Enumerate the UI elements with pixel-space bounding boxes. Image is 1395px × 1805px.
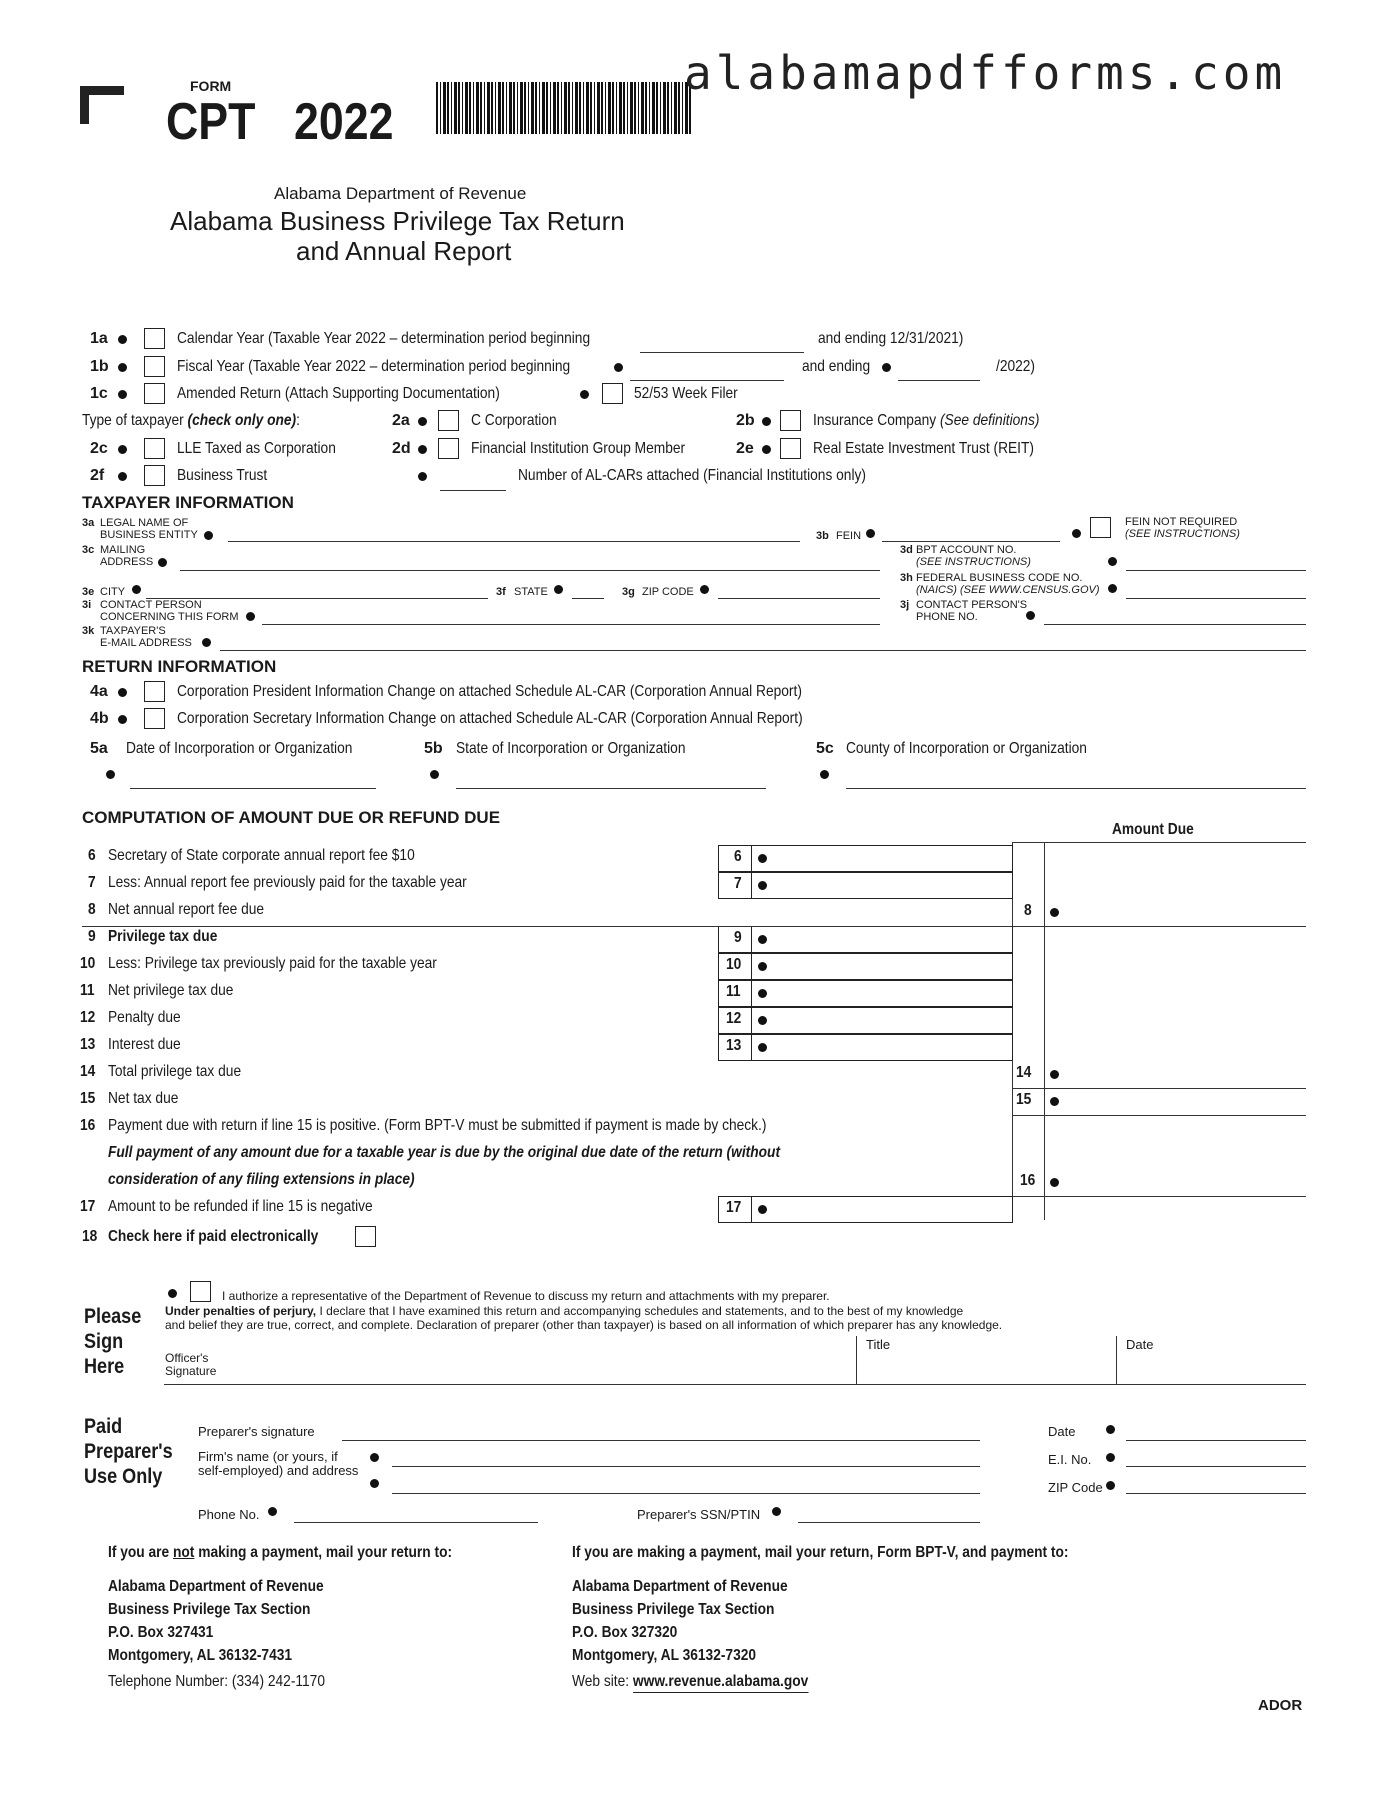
mailing-address-field[interactable]: [180, 570, 880, 571]
required-bullet: [700, 585, 709, 594]
preparer-ssn-label: Preparer's SSN/PTIN: [637, 1507, 761, 1522]
required-bullet: [882, 363, 891, 372]
required-bullet: [106, 770, 115, 779]
president-change-checkbox[interactable]: [144, 681, 165, 702]
taxpayer-type-intro: Type of taxpayer (check only one):: [82, 412, 300, 429]
line-18-number: 18: [82, 1228, 98, 1245]
line-7-box-number: 7: [734, 875, 742, 892]
required-bullet: [554, 585, 563, 594]
leader-dots: [0, 1036, 712, 1056]
line-2f-number: 2f: [90, 467, 105, 484]
line-16-bold-2: consideration of any filing extensions in place): [108, 1171, 415, 1188]
line-6-number: 6: [88, 847, 96, 864]
alcar-count-field[interactable]: [440, 490, 506, 491]
line-17-label: Amount to be refunded if line 15 is negative: [108, 1198, 373, 1215]
state-field[interactable]: [572, 598, 604, 599]
paid-electronically-checkbox[interactable]: [355, 1226, 376, 1247]
bpt-account-field[interactable]: [1126, 570, 1306, 571]
calendar-year-checkbox[interactable]: [144, 328, 165, 349]
naics-field[interactable]: [1126, 598, 1306, 599]
date-divider: [1116, 1336, 1117, 1384]
line-16-number: 16: [80, 1117, 96, 1134]
incorp-state-label: State of Incorporation or Organization: [456, 740, 686, 757]
line-1a-label: Calendar Year (Taxable Year 2022 – determination period beginning: [177, 330, 591, 347]
incorp-state-field[interactable]: [456, 788, 766, 789]
line-12-label: Penalty due: [108, 1009, 181, 1026]
contact-phone-field[interactable]: [1044, 624, 1306, 625]
required-bullet: [118, 363, 127, 372]
amount-due-header: Amount Due: [1112, 821, 1194, 838]
no-payment-heading: If you are not making a payment, mail your return to:: [108, 1544, 453, 1561]
firm-name-label: Firm's name (or yours, if self-employed) and address: [198, 1449, 359, 1478]
line-9-label: Privilege tax due: [108, 928, 218, 945]
preparer-date-label: Date: [1048, 1424, 1076, 1439]
reit-checkbox[interactable]: [780, 438, 801, 459]
required-bullet: [758, 989, 767, 998]
c-corporation-checkbox[interactable]: [438, 410, 459, 431]
line-3c-number: 3c: [82, 544, 95, 556]
incorp-date-field[interactable]: [130, 788, 376, 789]
required-bullet: [1072, 529, 1081, 538]
please-sign-here: Please Sign Here: [84, 1305, 142, 1378]
line-15-box-number: 15: [1016, 1091, 1032, 1108]
line-8-label: Net annual report fee due: [108, 901, 265, 918]
line-15-label: Net tax due: [108, 1090, 179, 1107]
website-line: Web site: www.revenue.alabama.gov: [572, 1673, 808, 1691]
line-3k-label: TAXPAYER'S E-MAIL ADDRESS: [100, 625, 192, 649]
line-11-number: 11: [80, 982, 95, 999]
fein-label: FEIN: [836, 530, 862, 542]
website-link[interactable]: www.revenue.alabama.gov: [633, 1673, 808, 1693]
line-14-label: Total privilege tax due: [108, 1063, 242, 1080]
title-divider: [856, 1336, 857, 1384]
line-3c-label: MAILING ADDRESS: [100, 544, 154, 568]
form-title-1: Alabama Business Privilege Tax Return: [170, 206, 625, 236]
required-bullet: [132, 585, 141, 594]
required-bullet: [1106, 1453, 1115, 1462]
line-6-amount-field[interactable]: [751, 845, 1013, 872]
required-bullet: [758, 854, 767, 863]
amount-column-top: [1044, 842, 1306, 843]
payment-address: Alabama Department of Revenue Business Privilege Tax Section P.O. Box 327320 Montgomery, AL 36132-7320: [572, 1578, 788, 1664]
line-11-box-number: 11: [726, 983, 741, 1000]
line-4b-number: 4b: [90, 710, 109, 727]
line-12-amount-field[interactable]: [751, 1007, 1013, 1034]
state-label: STATE: [514, 586, 548, 598]
line-17-box-number: 17: [726, 1199, 742, 1216]
watermark: alabamapdfforms.com: [684, 46, 1287, 100]
return-info-heading: RETURN INFORMATION: [82, 657, 277, 676]
required-bullet: [118, 390, 127, 399]
line-1c-number: 1c: [90, 385, 108, 402]
business-trust-checkbox[interactable]: [144, 465, 165, 486]
line-13-number: 13: [80, 1036, 96, 1053]
required-bullet: [1026, 611, 1035, 620]
line-15-amount-field[interactable]: [1012, 1115, 1306, 1116]
financial-institution-label: Financial Institution Group Member: [471, 440, 686, 457]
required-bullet: [268, 1507, 277, 1516]
required-bullet: [418, 445, 427, 454]
required-bullet: [1050, 1097, 1059, 1106]
line-3i-number: 3i: [82, 599, 92, 611]
alcar-count-label: Number of AL-CARs attached (Financial Institutions only): [518, 467, 866, 484]
required-bullet: [762, 417, 771, 426]
taxpayer-info-heading: TAXPAYER INFORMATION: [82, 493, 294, 512]
line-16-bold-1: Full payment of any amount due for a taxable year is due by the original due date of the return (without: [108, 1144, 781, 1161]
line-15-number: 15: [80, 1090, 96, 1107]
line-8-amount-field[interactable]: [1012, 926, 1306, 927]
line-1b-number: 1b: [90, 358, 109, 375]
preparer-signature-label: Preparer's signature: [198, 1424, 315, 1439]
fein-not-required-label: FEIN NOT REQUIRED (SEE INSTRUCTIONS): [1125, 516, 1240, 540]
line-10-amount-field[interactable]: [751, 953, 1013, 980]
line-3d-label: BPT ACCOUNT NO. (SEE INSTRUCTIONS): [916, 544, 1031, 568]
line-11-amount-field[interactable]: [751, 980, 1013, 1007]
required-bullet: [1050, 1178, 1059, 1187]
required-bullet: [758, 881, 767, 890]
line-16-box-number: 16: [1020, 1172, 1036, 1189]
telephone-number: Telephone Number: (334) 242-1170: [108, 1673, 325, 1690]
required-bullet: [370, 1453, 379, 1462]
required-bullet: [158, 558, 167, 567]
title-label: Title: [866, 1337, 891, 1352]
leader-dots: [0, 982, 712, 1002]
no-payment-address: Alabama Department of Revenue Business Privilege Tax Section P.O. Box 327431 Montgomery, AL 36132-7431: [108, 1578, 324, 1664]
incorp-date-label: Date of Incorporation or Organization: [126, 740, 353, 757]
line-10-number: 10: [80, 955, 96, 972]
required-bullet: [202, 638, 211, 647]
line-2d-number: 2d: [392, 440, 411, 457]
line-13-label: Interest due: [108, 1036, 181, 1053]
amount-number-column-top: [1012, 842, 1044, 843]
line-7-number: 7: [88, 874, 96, 891]
line-6-box-number: 6: [734, 848, 742, 865]
preparer-date-field[interactable]: [1126, 1440, 1306, 1441]
secretary-change-checkbox[interactable]: [144, 708, 165, 729]
week-filer-checkbox[interactable]: [602, 383, 623, 404]
preparer-zip-field[interactable]: [1126, 1493, 1306, 1494]
authorize-preparer-checkbox[interactable]: [190, 1281, 211, 1302]
line-3f-number: 3f: [496, 586, 506, 598]
leader-dots: [0, 928, 712, 948]
payment-heading: If you are making a payment, mail your return, Form BPT-V, and payment to:: [572, 1544, 1069, 1561]
contact-person-field[interactable]: [262, 624, 880, 625]
line-1b-label: Fiscal Year (Taxable Year 2022 – determination period beginning: [177, 358, 571, 375]
required-bullet: [1106, 1481, 1115, 1490]
line-4a-number: 4a: [90, 683, 108, 700]
required-bullet: [430, 770, 439, 779]
line-16-label: Payment due with return if line 15 is positive. (Form BPT-V must be submitted if payment is made by check.): [108, 1117, 767, 1134]
agency-name: Alabama Department of Revenue: [274, 184, 527, 203]
city-label: CITY: [100, 586, 126, 598]
line-1b-ending: and ending: [802, 358, 871, 375]
line-3e-number: 3e: [82, 586, 95, 598]
line-3h-number: 3h: [900, 572, 913, 584]
computation-heading: COMPUTATION OF AMOUNT DUE OR REFUND DUE: [82, 808, 501, 827]
lle-label: LLE Taxed as Corporation: [177, 440, 336, 457]
amount-column-left: [1044, 842, 1045, 1220]
line-9-box-number: 9: [734, 929, 742, 946]
insurance-company-label: Insurance Company (See definitions): [813, 412, 1040, 429]
preparer-phone-field[interactable]: [294, 1522, 538, 1523]
reit-label: Real Estate Investment Trust (REIT): [813, 440, 1034, 457]
secretary-change-label: Corporation Secretary Information Change on attached Schedule AL-CAR (Corporation Annual Report): [177, 710, 803, 727]
required-bullet: [758, 1205, 767, 1214]
email-field[interactable]: [220, 650, 1306, 651]
line-11-label: Net privilege tax due: [108, 982, 234, 999]
amended-return-checkbox[interactable]: [144, 383, 165, 404]
authorize-text: I authorize a representative of the Department of Revenue to discuss my return and attachments with my preparer.: [222, 1289, 830, 1303]
line-5b-number: 5b: [424, 740, 443, 757]
lle-checkbox[interactable]: [144, 438, 165, 459]
required-bullet: [1050, 1070, 1059, 1079]
line-14-number: 14: [80, 1063, 96, 1080]
ei-number-field[interactable]: [1126, 1466, 1306, 1467]
c-corporation-label: C Corporation: [471, 412, 557, 429]
line-3j-number: 3j: [900, 599, 910, 611]
line-3d-number: 3d: [900, 544, 913, 556]
line-1b-begin-field[interactable]: [630, 380, 784, 381]
line-3b-number: 3b: [816, 530, 829, 542]
line-5a-number: 5a: [90, 740, 108, 757]
line-18-label: Check here if paid electronically: [108, 1228, 319, 1245]
required-bullet: [762, 445, 771, 454]
officer-signature-label: Officer's Signature: [165, 1351, 217, 1378]
required-bullet: [118, 335, 127, 344]
line-3a-number: 3a: [82, 517, 95, 529]
line-7-amount-field[interactable]: [751, 872, 1013, 899]
line-1a-ending: and ending 12/31/2021): [818, 330, 964, 347]
paid-preparer-heading: Paid Preparer's Use Only: [84, 1415, 173, 1488]
zip-label: ZIP CODE: [642, 586, 694, 598]
required-bullet: [1108, 584, 1117, 593]
line-5c-number: 5c: [816, 740, 834, 757]
required-bullet: [758, 962, 767, 971]
line-1b-end-field[interactable]: [898, 380, 980, 381]
required-bullet: [418, 417, 427, 426]
required-bullet: [370, 1479, 379, 1488]
line-1b-year: /2022): [996, 358, 1036, 375]
required-bullet: [580, 390, 589, 399]
ador-mark: ADOR: [1258, 1697, 1303, 1714]
financial-institution-checkbox[interactable]: [438, 438, 459, 459]
line-3k-number: 3k: [82, 625, 95, 637]
line-6-label: Secretary of State corporate annual report fee $10: [108, 847, 415, 864]
line-10-box-number: 10: [726, 956, 742, 973]
required-bullet: [820, 770, 829, 779]
preparer-zip-label: ZIP Code: [1048, 1480, 1103, 1495]
line-3j-label: CONTACT PERSON'S PHONE NO.: [916, 599, 1028, 623]
line-1a-number: 1a: [90, 330, 108, 347]
form-code: CPT: [166, 93, 256, 151]
line-2c-number: 2c: [90, 440, 108, 457]
incorp-county-field[interactable]: [846, 788, 1306, 789]
line-9-amount-field[interactable]: [751, 926, 1013, 953]
fein-field[interactable]: [882, 541, 1060, 542]
fiscal-year-checkbox[interactable]: [144, 356, 165, 377]
line-12-box-number: 12: [726, 1010, 742, 1027]
preparer-ssn-field[interactable]: [798, 1522, 980, 1523]
line-13-box-number: 13: [726, 1037, 742, 1054]
business-trust-label: Business Trust: [177, 467, 268, 484]
line-1c-label: Amended Return (Attach Supporting Documentation): [177, 385, 500, 402]
zip-field[interactable]: [718, 598, 880, 599]
required-bullet: [772, 1507, 781, 1516]
line-12-number: 12: [80, 1009, 96, 1026]
insurance-company-checkbox[interactable]: [780, 410, 801, 431]
line-3i-label: CONTACT PERSON CONCERNING THIS FORM: [100, 599, 239, 623]
perjury-text-2: and belief they are true, correct, and complete. Declaration of preparer (other than taxpayer) is based on all information of which preparer has any knowledge.: [165, 1318, 1003, 1332]
line-10-label: Less: Privilege tax previously paid for the taxable year: [108, 955, 437, 972]
perjury-text-1: Under penalties of perjury, I declare that I have examined this return and accompanying schedules and statements, and to the best of my knowledge: [165, 1304, 964, 1318]
preparer-signature-field[interactable]: [342, 1440, 980, 1441]
ei-number-label: E.I. No.: [1048, 1452, 1092, 1467]
officer-signature-field[interactable]: [164, 1384, 1306, 1385]
line-3g-number: 3g: [622, 586, 635, 598]
section-divider: [82, 926, 1012, 927]
fein-not-required-checkbox[interactable]: [1090, 517, 1111, 538]
line-8-box-number: 8: [1024, 902, 1032, 919]
line-2e-number: 2e: [736, 440, 754, 457]
required-bullet: [866, 529, 875, 538]
line-7-label: Less: Annual report fee previously paid for the taxable year: [108, 874, 467, 891]
required-bullet: [614, 363, 623, 372]
line-17-number: 17: [80, 1198, 96, 1215]
preparer-phone-label: Phone No.: [198, 1507, 260, 1522]
leader-dots: [0, 1009, 712, 1029]
required-bullet: [118, 715, 127, 724]
line-2a-number: 2a: [392, 412, 410, 429]
required-bullet: [168, 1289, 177, 1298]
legal-name-field[interactable]: [228, 541, 800, 542]
form-year: 2022: [294, 93, 394, 151]
form-word: FORM: [190, 78, 232, 94]
line-14-amount-field[interactable]: [1012, 1088, 1306, 1089]
required-bullet: [758, 935, 767, 944]
line-17-amount-field[interactable]: [751, 1196, 1013, 1223]
line-13-amount-field[interactable]: [751, 1034, 1013, 1061]
line-3h-label: FEDERAL BUSINESS CODE NO. (NAICS) (SEE WWW.CENSUS.GOV): [916, 572, 1100, 596]
week-filer-label: 52/53 Week Filer: [634, 385, 738, 402]
line-2b-number: 2b: [736, 412, 755, 429]
required-bullet: [246, 612, 255, 621]
form-title-2: and Annual Report: [296, 236, 512, 266]
corner-mark: [80, 86, 124, 124]
firm-name-field[interactable]: [392, 1466, 980, 1467]
line-8-number: 8: [88, 901, 96, 918]
required-bullet: [758, 1016, 767, 1025]
line-3a-label: LEGAL NAME OF BUSINESS ENTITY: [100, 517, 198, 541]
incorp-county-label: County of Incorporation or Organization: [846, 740, 1087, 757]
required-bullet: [118, 688, 127, 697]
barcode: [436, 82, 692, 134]
line-9-number: 9: [88, 928, 96, 945]
required-bullet: [1106, 1425, 1115, 1434]
line-1a-begin-field[interactable]: [640, 352, 804, 353]
required-bullet: [758, 1043, 767, 1052]
required-bullet: [1050, 908, 1059, 917]
required-bullet: [204, 531, 213, 540]
required-bullet: [118, 445, 127, 454]
required-bullet: [418, 472, 427, 481]
required-bullet: [118, 472, 127, 481]
line-16-amount-field[interactable]: [1012, 1196, 1306, 1197]
sign-date-label: Date: [1126, 1337, 1154, 1352]
firm-address-field[interactable]: [392, 1493, 980, 1494]
president-change-label: Corporation President Information Change on attached Schedule AL-CAR (Corporation Annual Report): [177, 683, 802, 700]
required-bullet: [1108, 557, 1117, 566]
line-14-box-number: 14: [1016, 1064, 1032, 1081]
